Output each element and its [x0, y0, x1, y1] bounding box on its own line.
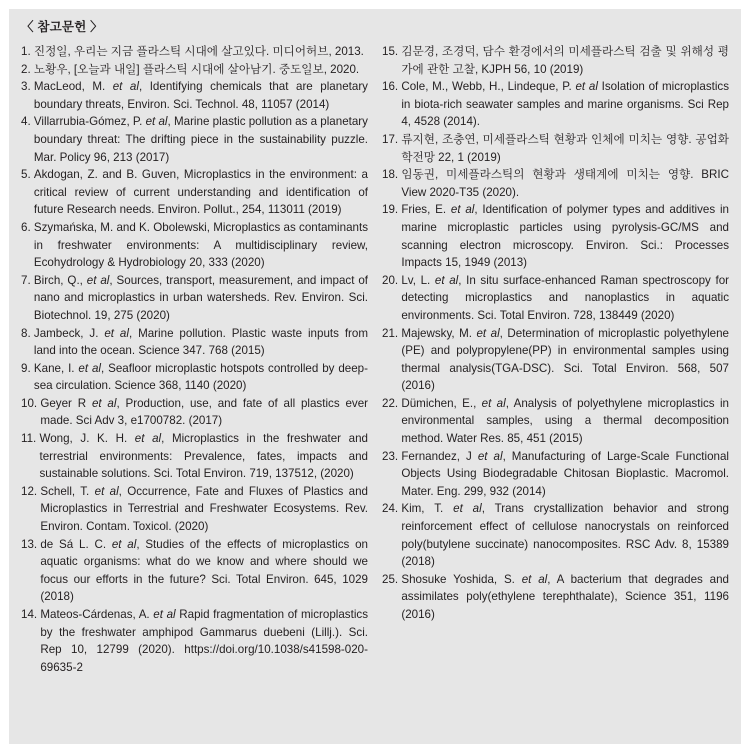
reference-text-rest: , Studies of the effects of microplastics on aquatic organisms: what do we know and where should we focus our efforts in the future? Sci. Total Environ. 645, 1029 (2018) — [40, 537, 368, 604]
reference-text-main: Szymańska, M. and K. Obolewski, Microplastics as contaminants in freshwater environments: A multidisciplinary review, Ecohydrology & Hydrobiology 20, 333 (2020) — [33, 220, 368, 270]
reference-number: 12. — [21, 484, 41, 498]
reference-number: 1. — [21, 45, 34, 58]
reference-et-al: et al — [86, 273, 110, 287]
reference-item — [21, 325, 368, 360]
reference-item — [382, 201, 729, 271]
reference-text-rest: Rapid fragmentation of microplastics by the freshwater amphipod Gammarus duebeni (Lillj.). Sci. Rep 10, 12799 (2020). https://doi.org/10.1038/s41598-020-69635-2 — [40, 608, 368, 674]
reference-text — [34, 325, 368, 360]
reference-item — [21, 430, 368, 483]
reference-et-al: et al — [91, 396, 117, 410]
reference-text — [40, 536, 368, 606]
reference-number: 14. — [21, 608, 41, 621]
reference-text-main: Lv, L. — [401, 273, 435, 287]
reference-item — [21, 113, 368, 166]
reference-number: 25. — [382, 572, 402, 586]
reference-text-main: Kim, T. — [401, 502, 454, 516]
reference-text-main: Birch, Q., — [33, 273, 87, 287]
reference-number: 16. — [382, 80, 402, 94]
reference-number: 11. — [21, 432, 40, 446]
reference-text — [34, 78, 368, 113]
reference-et-al: et al — [453, 502, 482, 516]
reference-text-main: Mateos-Cárdenas, A. — [40, 608, 154, 621]
reference-text-main: Majewsky, M. — [401, 326, 477, 340]
reference-text — [401, 325, 729, 395]
reference-text-main: Cole, M., Webb, H., Lindeque, P. — [401, 80, 576, 94]
reference-item — [21, 43, 368, 61]
reference-item — [21, 219, 368, 272]
reference-item — [382, 325, 729, 395]
reference-text — [34, 360, 368, 395]
reference-text-main: Fries, E. — [401, 203, 451, 217]
reference-text-main: Akdogan, Z. and B. Guven, Microplastics in the environment: a critical review of current understanding and identification of future Research needs. Environ. Pollut., 254, 113011 (2019) — [33, 168, 368, 217]
reference-et-al: et al — [134, 432, 162, 446]
reference-et-al: et al — [112, 80, 139, 94]
references-panel — [9, 9, 741, 744]
reference-text — [34, 61, 368, 79]
reference-number: 4. — [21, 115, 34, 129]
reference-text — [401, 571, 729, 624]
reference-number: 24. — [382, 502, 402, 516]
reference-text-rest: , Marine pollution. Plastic waste inputs from land into the ocean. Science 347. 768 (2015) — [33, 326, 369, 358]
reference-number: 21. — [382, 326, 402, 340]
reference-text — [40, 395, 368, 430]
reference-et-al: et al — [94, 484, 119, 498]
reference-et-al: et al — [575, 80, 598, 94]
references-columns — [21, 43, 729, 676]
reference-number: 22. — [382, 396, 402, 410]
reference-text-main: 노황우, [오늘과 내일] 플라스틱 시대에 살아남기. 중도일보, 2020. — [33, 62, 360, 76]
reference-text-rest: , Analysis of polyethylene microplastics in environmental samples, using a thermal decomposition method. Water Res. 85, 451 (2015) — [401, 396, 729, 446]
reference-text — [401, 500, 729, 570]
reference-item — [21, 360, 368, 395]
reference-item — [382, 500, 729, 570]
reference-et-al: et al — [78, 361, 102, 375]
reference-text-main: Jambeck, J. — [33, 326, 105, 340]
reference-number: 6. — [21, 220, 34, 234]
reference-text-main: MacLeod, M. — [33, 80, 113, 94]
reference-text-rest: , Identification of polymer types and additives in marine microplastic particles using pyrolysis-GC/MS and scanning electron microscopy. Environ. Sci.: Processes Impacts 15, 1949 (2013) — [401, 203, 729, 270]
reference-et-al: et al — [477, 449, 503, 463]
reference-et-al: et al — [481, 396, 506, 410]
reference-text-rest: , Seafloor microplastic hotspots controlled by deep-sea circulation. Science 368, 1140 (2020) — [33, 361, 368, 393]
reference-et-al: et al — [476, 326, 500, 340]
reference-text — [401, 448, 729, 501]
reference-text — [40, 483, 368, 536]
reference-text-main: de Sá L. C. — [40, 537, 112, 551]
reference-text-main: 임동권, 미세플라스틱의 현황과 생태계에 미치는 영향. BRIC View 2020-T35 (2020). — [401, 168, 729, 199]
reference-text — [401, 395, 729, 448]
reference-text-rest: , Microplastics in the freshwater and terrestrial environments: Prevalence, fates, impacts and sustainable solutions. Sci. Total Environ. 719, 137512, (2020) — [39, 432, 368, 481]
reference-text-main: Shosuke Yoshida, S. — [401, 572, 522, 586]
reference-item — [382, 272, 729, 325]
reference-text — [40, 606, 368, 676]
reference-number: 13. — [21, 537, 41, 551]
reference-et-al: et al — [111, 537, 137, 551]
reference-item — [21, 606, 368, 676]
reference-text — [401, 131, 729, 166]
reference-item — [21, 61, 368, 79]
reference-number: 7. — [21, 273, 34, 287]
reference-text-rest: , A bacterium that degrades and assimilates poly(ethylene terephthalate), Science 351, 1196 (2016) — [401, 572, 729, 621]
reference-text-main: Kane, I. — [33, 361, 79, 375]
reference-number: 9. — [21, 361, 34, 375]
reference-text — [34, 272, 368, 325]
reference-number: 5. — [21, 168, 34, 182]
reference-item — [382, 43, 729, 78]
reference-item — [382, 448, 729, 501]
reference-et-al: et al — [434, 273, 459, 287]
reference-et-al: et al — [145, 115, 168, 129]
reference-item — [21, 166, 368, 219]
reference-number: 2. — [21, 62, 34, 76]
references-right-column — [382, 43, 729, 676]
reference-text-main: Schell, T. — [40, 484, 95, 498]
reference-text — [401, 201, 729, 271]
reference-number: 18. — [382, 168, 402, 182]
reference-text-main: 류지현, 조충연, 미세플라스틱 현황과 인체에 미치는 영향. 공업화학전망 22, 1 (2019) — [401, 132, 729, 164]
reference-number: 3. — [21, 80, 34, 94]
reference-number: 19. — [382, 203, 402, 217]
reference-number: 20. — [382, 273, 402, 287]
reference-text-main: 진정일, 우리는 지금 플라스틱 시대에 살고있다. 미디어허브, 2013. — [33, 45, 364, 58]
reference-text — [34, 43, 368, 61]
reference-item — [21, 272, 368, 325]
reference-item — [21, 483, 368, 536]
reference-text — [39, 430, 368, 483]
reference-item — [21, 395, 368, 430]
reference-item — [21, 78, 368, 113]
reference-number: 17. — [382, 132, 402, 146]
reference-item — [382, 166, 729, 201]
reference-number: 8. — [21, 326, 34, 340]
reference-text-main: Fernandez, J — [401, 449, 478, 463]
reference-text-rest: , Manufacturing of Large-Scale Functional Objects Using Biodegradable Chitosan Bioplastic. Macromol. Mater. Eng. 299, 932 (2014) — [401, 449, 730, 498]
reference-text-rest: , Identifying chemicals that are planetary boundary threats, Environ. Sci. Technol. 48, 11057 (2014) — [33, 80, 368, 111]
reference-item — [382, 571, 729, 624]
reference-text-main: Wong, J. K. H. — [39, 432, 135, 446]
reference-text-rest: , Trans crystallization behavior and strong reinforcement effect of cellulose nanocrystals on reinforced poly(butylene succinate) nanocomposites. RSC Adv. 8, 15389 (2018) — [401, 502, 730, 569]
reference-text — [401, 43, 729, 78]
reference-et-al: et al — [521, 572, 548, 586]
reference-text — [401, 166, 729, 201]
reference-item — [382, 395, 729, 448]
references-title: 〈 참고문헌 〉 — [21, 20, 103, 34]
reference-number: 23. — [382, 449, 402, 463]
reference-text — [34, 166, 368, 219]
reference-text-main: Geyer R — [40, 396, 92, 410]
reference-text-rest: , Marine plastic pollution as a planetary boundary threat: The drifting piece in the sustainability puzzle. Mar. Policy 96, 213 (2017) — [33, 115, 368, 164]
reference-text — [401, 78, 729, 131]
reference-text — [34, 113, 368, 166]
reference-text-rest: , Production, use, and fate of all plastics ever made. Sci Adv 3, e1700782. (2017) — [40, 396, 369, 428]
reference-et-al: et al — [153, 608, 176, 621]
reference-text-rest: , Occurrence, Fate and Fluxes of Plastics and Microplastics in Terrestrial and Freshwater Ecosystems. Rev. Environ. Contam. Toxicol. (2020) — [40, 484, 368, 534]
reference-text-main: Dümichen, E., — [401, 396, 482, 410]
reference-number: 10. — [21, 396, 41, 410]
reference-item — [21, 536, 368, 606]
reference-number: 15. — [382, 45, 402, 58]
reference-et-al: et al — [450, 203, 475, 217]
reference-text-rest: , Sources, transport, measurement, and impact of nano and microplastics in urban watersheds. Rev. Environ. Sci. Biotechnol. 19, 275 (2020) — [33, 273, 368, 322]
reference-item — [382, 78, 729, 131]
reference-text-main: 김문경, 조경덕, 담수 환경에서의 미세플라스틱 검출 및 위해성 평가에 관한 고찰, KJPH 56, 10 (2019) — [401, 45, 729, 76]
reference-text-main: Villarrubia-Gómez, P. — [33, 115, 146, 129]
reference-item — [382, 131, 729, 166]
reference-text — [401, 272, 729, 325]
references-left-column — [21, 43, 368, 676]
reference-text-rest: Isolation of microplastics in biota-rich seawater samples and marine organisms. Sci Rep 4, 4528 (2014). — [401, 80, 730, 129]
reference-et-al: et al — [104, 326, 129, 340]
reference-text-rest: , Determination of microplastic polyethylene (PE) and polypropylene(PP) in environmental samples using thermal analysis(TGA-DSC). Sci. Total Environ. 568, 507 (2016) — [401, 326, 729, 393]
reference-text — [34, 219, 368, 272]
reference-text-rest: , In situ surface-enhanced Raman spectroscopy for detecting microplastics and nanoplastics in aquatic environments. Sci. Total Environ. 728, 138449 (2020) — [401, 273, 730, 322]
